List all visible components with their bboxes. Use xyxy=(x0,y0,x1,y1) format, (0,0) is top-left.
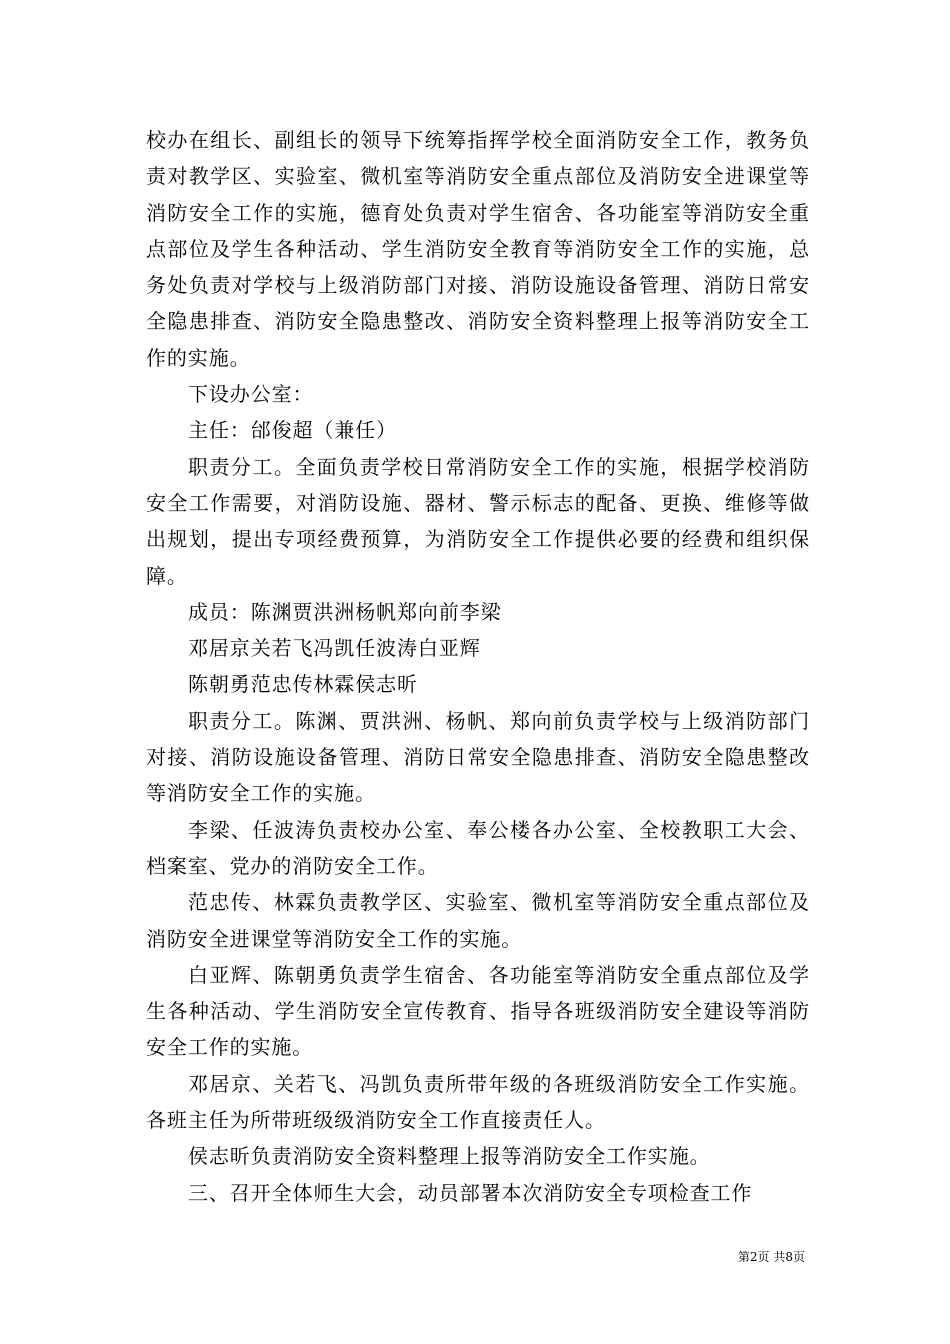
document-body xyxy=(146,122,810,1211)
page-number-footer xyxy=(0,1247,950,1267)
paragraph: 侯志昕负责消防安全资料整理上报等消防安全工作实施。 xyxy=(188,1144,711,1169)
paragraph: 白亚辉、陈朝勇负责学生宿舍、各功能室等消防安全重点部位及学生各种活动、学生消防安全宣传教育、指导各班级消防安全建设等消防安全工作的实施。 xyxy=(146,962,810,1060)
paragraph: 职责分工。全面负责学校日常消防安全工作的实施，根据学校消防安全工作需要，对消防设施、器材、警示标志的配备、更换、维修等做出规划，提出专项经费预算，为消防安全工作提供必要的经费和组织保障。 xyxy=(146,454,810,588)
page-label-mid: 页 共 xyxy=(757,1250,786,1264)
total-pages-number: 8 xyxy=(785,1250,793,1264)
paragraph: 职责分工。陈渊、贾洪洲、杨帆、郑向前负责学校与上级消防部门对接、消防设施设备管理、消防日常安全隐患排查、消防安全隐患整改等消防安全工作的实施。 xyxy=(146,708,810,806)
paragraph: 邓居京关若飞冯凯任波涛白亚辉 xyxy=(188,636,481,661)
paragraph: 范忠传、林霖负责教学区、实验室、微机室等消防安全重点部位及消防安全进课堂等消防安全工作的实施。 xyxy=(146,890,810,951)
paragraph: 三、召开全体师生大会，动员部署本次消防安全专项检查工作 xyxy=(188,1180,753,1205)
paragraph: 成员：陈渊贾洪洲杨帆郑向前李梁 xyxy=(188,599,502,624)
paragraph: 下设办公室： xyxy=(188,382,314,407)
paragraph: 校办在组长、副组长的领导下统筹指挥学校全面消防安全工作，教务负责对教学区、实验室、微机室等消防安全重点部位及消防安全进课堂等消防安全工作的实施，德育处负责对学生宿舍、各功能室等消防安全重点部位及学生各种活动、学生消防安全教育等消防安全工作的实施，总务处负责对学校与上级消防部门对接、消防设施设备管理、消防日常安全隐患排查、消防安全隐患整改、消防安全资料整理上报等消防安全工作的实施。 xyxy=(146,128,810,370)
page-label-suffix: 页 xyxy=(792,1250,805,1264)
page-label-prefix: 第 xyxy=(737,1250,750,1264)
paragraph: 李梁、任波涛负责校办公室、奉公楼各办公室、全校教职工大会、档案室、党办的消防安全工作。 xyxy=(146,817,810,878)
current-page-number: 2 xyxy=(749,1250,758,1264)
paragraph: 邓居京、关若飞、冯凯负责所带年级的各班级消防安全工作实施。各班主任为所带班级级消防安全工作直接责任人。 xyxy=(146,1071,810,1133)
paragraph: 主任：邰俊超（兼任） xyxy=(188,418,397,443)
paragraph: 陈朝勇范忠传林霖侯志昕 xyxy=(188,672,418,697)
